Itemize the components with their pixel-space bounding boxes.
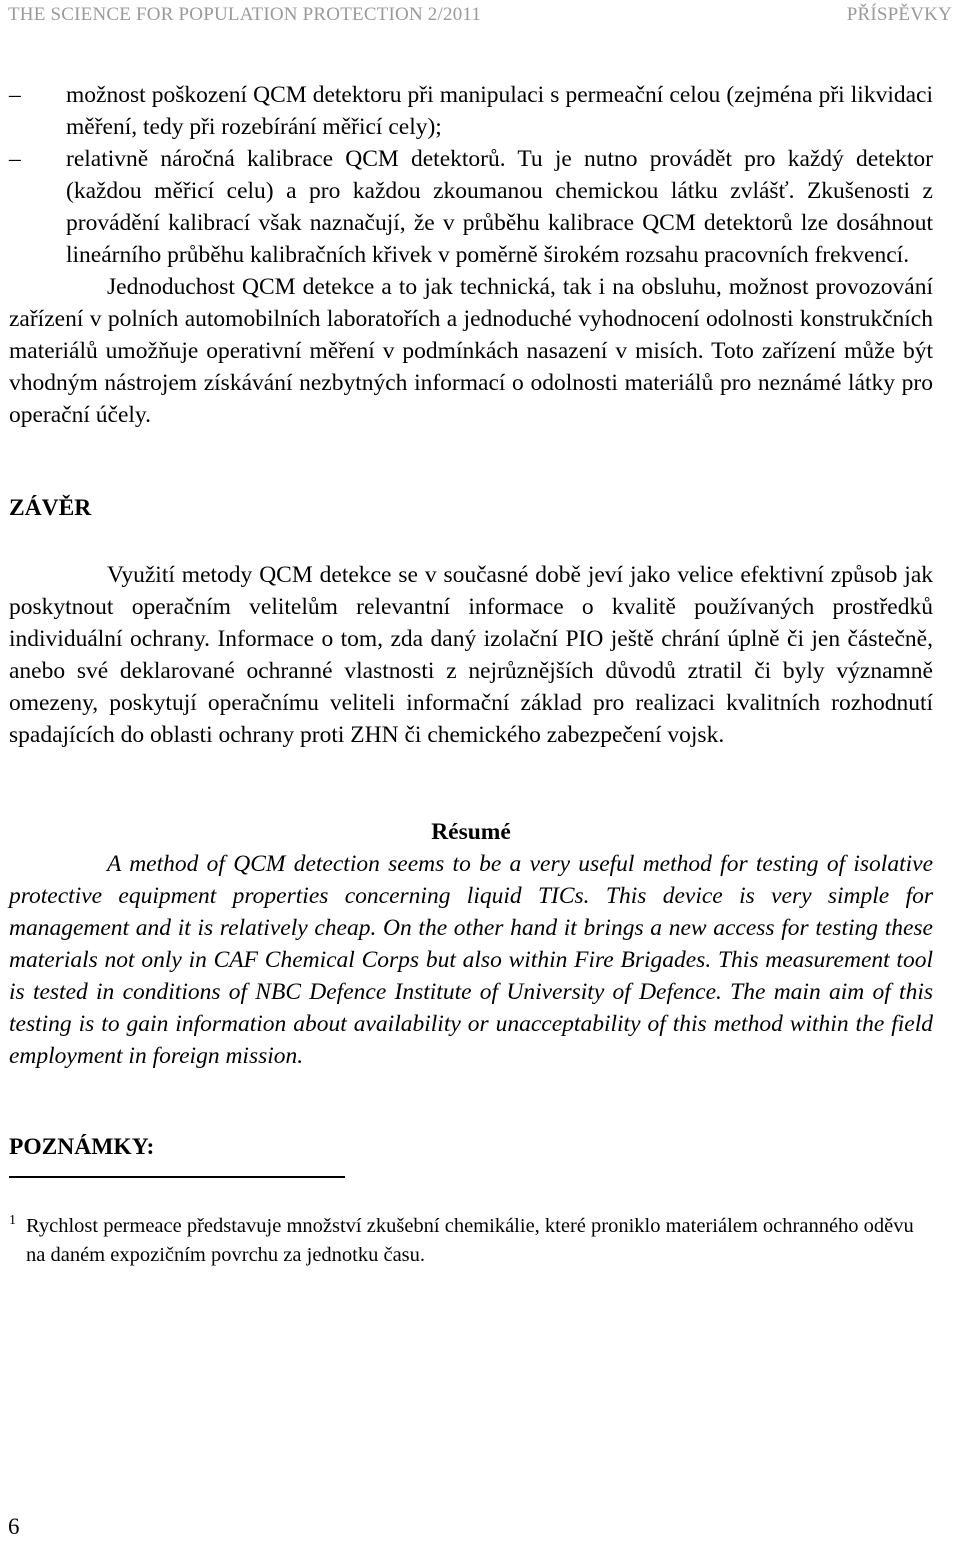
footnote-text: Rychlost permeace představuje množství zkušební chemikálie, které proniklo materiálem ochranného oděvu na daném expozičním povrchu za jednotku času. [26, 1215, 914, 1266]
running-header [8, 4, 952, 26]
body-paragraph: Jednoduchost QCM detekce a to jak technická, tak i na obsluhu, možnost provozování zařízení v polních automobilních laboratořích a jednoduché vyhodnocení odolnosti konstrukčních materiálů umožňuje operativní měření v podmínkách nasazení v misích. Toto zařízení může být vhodným nástrojem získávání nezbytných informací o odolnosti materiálů pro neznámé látky pro operační účely. [9, 274, 933, 428]
resume-paragraph: A method of QCM detection seems to be a very useful method for testing of isolative protective equipment properties concerning liquid TICs. This device is very simple for management and it is relatively cheap. On the other hand it brings a new access for testing these materials not only in CAF Chemical Corps but also within Fire Brigades. This measurement tool is tested in conditions of NBC Defence Institute of University of Defence. The main aim of this testing is to gain information about availability or unacceptability of this method within the field employment in foreign mission. [9, 851, 933, 1069]
dash-bullet: – [9, 82, 21, 108]
page-number: 6 [8, 1514, 20, 1539]
dash-bullet: – [9, 146, 21, 172]
list-item-text: možnost poškození QCM detektoru při manipulaci s permeační celou (zejména při likvidaci měření, tedy při rozebírání měřicí cely); [66, 82, 933, 140]
footnote-marker: 1 [9, 1213, 16, 1228]
section-heading-conclusion: ZÁVĚR [9, 495, 92, 521]
resume-heading: Résumé [431, 819, 511, 845]
conclusion-paragraph: Využití metody QCM detekce se v současné době jeví jako velice efektivní způsob jak poskytnout operačním velitelům relevantní informace o kvalitě používaných prostředků individuální ochrany. Informace o tom, zda daný izolační PIO ještě chrání úplně či jen částečně, anebo své deklarované ochranné vlastnosti z nejrůznějších důvodů ztratil či byly významně omezeny, poskytují operačnímu veliteli informační základ pro realizaci kvalitních rozhodnutí spadajících do oblasti ochrany proti ZHN či chemického zabezpečení vojsk. [9, 562, 933, 748]
section-label: PŘÍSPĚVKY [846, 4, 952, 25]
list-item [9, 79, 933, 143]
list-item-text: relativně náročná kalibrace QCM detektorů. Tu je nutno provádět pro každý detektor (každou měřicí celu) a pro každou zkoumanou chemickou látku zvlášť. Zkušenosti z provádění kalibrací však naznačují, že v průběhu kalibrace QCM detektorů lze dosáhnout lineárního průběhu kalibračních křivek v poměrně širokém rozsahu pracovních frekvencí. [66, 146, 933, 268]
journal-title: THE SCIENCE FOR POPULATION PROTECTION 2/2011 [8, 4, 482, 25]
footnote [9, 1212, 933, 1270]
notes-heading: POZNÁMKY: [9, 1134, 155, 1160]
list-item [9, 143, 933, 271]
footnote-divider [9, 1176, 345, 1178]
page-content [9, 79, 933, 1270]
